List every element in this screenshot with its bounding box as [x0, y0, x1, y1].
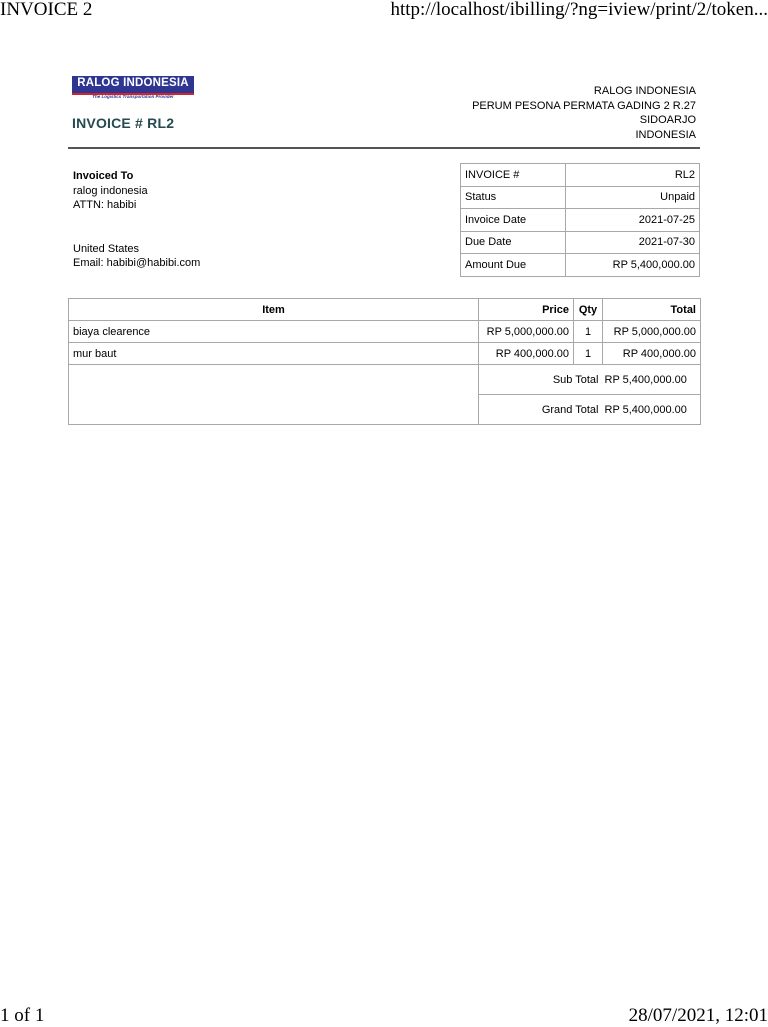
invoice-meta-table — [460, 163, 700, 277]
subtotal-label: Sub Total — [479, 365, 603, 395]
item-description: mur baut — [69, 343, 479, 365]
line-items-table — [68, 298, 701, 425]
header-divider — [68, 147, 700, 149]
company-country: INDONESIA — [472, 128, 696, 143]
meta-value: RL2 — [566, 164, 700, 187]
print-header-url: http://localhost/ibilling/?ng=iview/print/2/token... — [391, 0, 768, 21]
col-item-header: Item — [69, 299, 479, 321]
company-logo — [72, 76, 194, 100]
meta-row — [461, 254, 700, 277]
totals-spacer — [69, 365, 479, 425]
print-footer-datetime: 28/07/2021, 12:01 — [629, 1005, 768, 1027]
company-city: SIDOARJO — [472, 113, 696, 128]
logo-tagline: The Logistics Transportation Provider — [72, 94, 194, 99]
meta-row — [461, 209, 700, 232]
meta-label: Status — [461, 186, 566, 209]
logo-name: RALOG INDONESIA — [72, 77, 194, 89]
meta-label: Amount Due — [461, 254, 566, 277]
bill-to-country: United States — [73, 242, 200, 257]
invoice-title: INVOICE # RL2 — [72, 115, 174, 131]
table-row — [69, 343, 701, 365]
item-price: RP 400,000.00 — [479, 343, 574, 365]
bill-to-heading: Invoiced To — [73, 169, 200, 184]
col-qty-header: Qty — [574, 299, 603, 321]
item-qty: 1 — [574, 343, 603, 365]
meta-label: INVOICE # — [461, 164, 566, 187]
meta-value: RP 5,400,000.00 — [566, 254, 700, 277]
meta-label: Invoice Date — [461, 209, 566, 232]
meta-row — [461, 186, 700, 209]
company-street: PERUM PESONA PERMATA GADING 2 R.27 — [472, 99, 696, 114]
col-price-header: Price — [479, 299, 574, 321]
bill-to-attn: ATTN: habibi — [73, 198, 200, 213]
table-header-row — [69, 299, 701, 321]
item-description: biaya clearence — [69, 321, 479, 343]
bill-to-email: Email: habibi@habibi.com — [73, 256, 200, 271]
meta-row — [461, 164, 700, 187]
grandtotal-label: Grand Total — [479, 395, 603, 425]
subtotal-row — [69, 365, 701, 395]
print-header-title: INVOICE 2 — [0, 0, 92, 21]
meta-value: Unpaid — [566, 186, 700, 209]
meta-label: Due Date — [461, 231, 566, 254]
item-total: RP 400,000.00 — [603, 343, 701, 365]
grandtotal-value: RP 5,400,000.00 — [603, 395, 701, 425]
subtotal-value: RP 5,400,000.00 — [603, 365, 701, 395]
company-name: RALOG INDONESIA — [472, 84, 696, 99]
meta-value: 2021-07-25 — [566, 209, 700, 232]
item-price: RP 5,000,000.00 — [479, 321, 574, 343]
meta-row — [461, 231, 700, 254]
print-footer-page: 1 of 1 — [0, 1005, 44, 1027]
table-row — [69, 321, 701, 343]
col-total-header: Total — [603, 299, 701, 321]
item-qty: 1 — [574, 321, 603, 343]
bill-to-name: ralog indonesia — [73, 184, 200, 199]
bill-to-block — [73, 169, 200, 271]
company-address — [472, 84, 696, 142]
item-total: RP 5,000,000.00 — [603, 321, 701, 343]
meta-value: 2021-07-30 — [566, 231, 700, 254]
